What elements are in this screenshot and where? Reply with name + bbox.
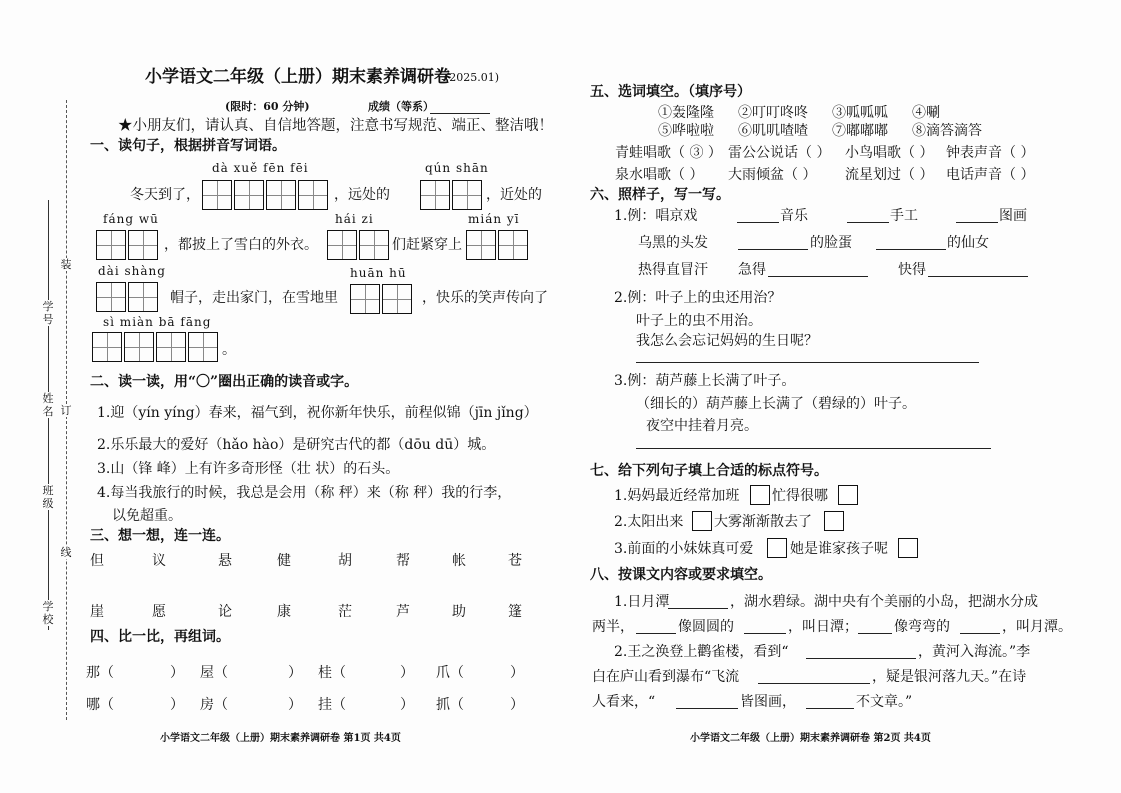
compare-char: 哪（	[86, 697, 114, 713]
compare-char: 房（	[200, 697, 228, 713]
e1-word-b: 手工	[890, 208, 918, 224]
answer-blank[interactable]	[806, 708, 854, 709]
fill-q2-b: ，黄河入海流。”李	[918, 644, 1031, 660]
fill-item[interactable]: 雷公公说话（ ）	[728, 145, 831, 161]
fill-item[interactable]: 小鸟唱歌（ ）	[845, 145, 934, 161]
writing-box[interactable]	[266, 180, 296, 210]
compare-char: 桂（	[318, 665, 346, 681]
pinyin-hai-zi: hái zi	[335, 212, 374, 226]
page-1-footer: 小学语文二年级（上册）期末素养调研卷 第1页 共4页	[160, 733, 401, 744]
writing-box[interactable]	[92, 332, 122, 362]
e2-word-a: 的脸蛋	[810, 235, 852, 251]
section-7-heading: 七、给下列句子填上合适的标点符号。	[590, 463, 828, 479]
word-option-4: ④唰	[912, 105, 940, 121]
answer-blank[interactable]	[738, 249, 808, 250]
word-option-8: ⑧滴答滴答	[912, 123, 982, 139]
compare-close[interactable]: ）	[400, 697, 414, 713]
word-option-7: ⑦嘟嘟嘟	[832, 123, 888, 139]
match-char[interactable]: 帮	[396, 553, 410, 569]
s2-question-3: 3.山（锋 峰）上有许多奇形怪（壮 状）的石头。	[97, 461, 400, 477]
answer-blank[interactable]	[676, 708, 738, 709]
answer-blank[interactable]	[928, 276, 1028, 277]
punct-q2-a: 2.太阳出来	[614, 514, 684, 530]
punctuation-box[interactable]	[692, 511, 712, 531]
answer-blank[interactable]	[636, 633, 676, 634]
fill-q1-c: 两半，	[592, 619, 634, 635]
binding-label-banji: 班级	[42, 484, 54, 511]
fill-q1-g: ，叫月潭。	[1002, 619, 1072, 635]
compare-char: 屋（	[200, 665, 228, 681]
e3-word-b: 快得	[898, 262, 926, 278]
section-3-heading: 三、想一想，连一连。	[90, 528, 230, 544]
answer-blank[interactable]	[858, 633, 892, 634]
e5-answer-sample: （细长的）葫芦藤上长满了（碧绿的）叶子。	[636, 396, 916, 412]
fill-q2-e: 人看来，“	[592, 694, 656, 710]
writing-box[interactable]	[382, 284, 412, 314]
e4-answer-sample: 叶子上的虫不用治。	[636, 313, 762, 329]
punct-q1-a: 1.妈妈最近经常加班	[614, 488, 740, 504]
compare-close[interactable]: ）	[400, 665, 414, 681]
fill-q2-f: 皆图画，	[740, 694, 796, 710]
compare-char: 抓（	[436, 697, 464, 713]
match-char[interactable]: 悬	[218, 553, 232, 569]
section-1-heading: 一、读句子，根据拼音写词语。	[90, 138, 286, 154]
punctuation-box[interactable]	[767, 538, 787, 558]
line4-text: 。	[222, 342, 236, 358]
writing-box[interactable]	[124, 332, 154, 362]
compare-close[interactable]: ）	[510, 697, 524, 713]
compare-close[interactable]: ）	[288, 697, 302, 713]
writing-box[interactable]	[156, 332, 186, 362]
writing-box[interactable]	[452, 180, 482, 210]
match-char[interactable]: 篷	[508, 604, 522, 620]
fill-item[interactable]: 泉水唱歌（ ）	[615, 167, 704, 183]
section-4-heading: 四、比一比，再组词。	[90, 629, 230, 645]
e3-word-a: 急得	[738, 262, 766, 278]
match-char[interactable]: 芦	[396, 604, 410, 620]
answer-blank[interactable]	[758, 683, 870, 684]
punct-q3-b: 她是谁家孩子呢	[790, 541, 888, 557]
line1-text-c: ，近处的	[486, 187, 542, 203]
s2-question-4: 4.每当我旅行的时候，我总是会用（称 秤）来（称 秤）我的行李，	[97, 485, 512, 501]
fill-item[interactable]: 青蛙唱歌（ ③ ）	[615, 145, 722, 161]
punct-q3-a: 3.前面的小妹妹真可爱	[614, 541, 754, 557]
word-option-3: ③呱呱呱	[832, 105, 888, 121]
match-char[interactable]: 但	[90, 553, 104, 569]
answer-line[interactable]	[636, 448, 991, 449]
pinyin-huan-hu: huān hū	[350, 266, 407, 280]
punctuation-box[interactable]	[898, 538, 918, 558]
writing-box[interactable]	[420, 180, 450, 210]
fill-q1-e: ，叫日潭；	[788, 619, 858, 635]
exam-date: (2025.01)	[445, 71, 500, 84]
fill-q2-c: 白在庐山看到瀑布“飞流	[592, 669, 740, 685]
line3-text-a: 帽子，走出家门，在雪地里	[170, 290, 338, 306]
answer-blank[interactable]	[806, 658, 916, 659]
punct-q1-b: 忙得很哪	[772, 488, 828, 504]
line1-text-a: 冬天到了，	[130, 187, 200, 203]
answer-blank[interactable]	[668, 608, 728, 609]
punctuation-box[interactable]	[750, 485, 770, 505]
writing-box[interactable]	[96, 282, 126, 312]
writing-box[interactable]	[466, 230, 496, 260]
fill-q1-f: 像弯弯的	[894, 619, 950, 635]
example-5: 3.例：葫芦藤上长满了叶子。	[614, 373, 796, 389]
s2-question-4-cont: 以免超重。	[112, 508, 182, 524]
fill-q1-d: 像圆圆的	[678, 619, 734, 635]
writing-box[interactable]	[202, 180, 232, 210]
match-char[interactable]: 论	[218, 604, 232, 620]
binding-mark-ding: 订	[60, 404, 72, 417]
fill-item[interactable]: 流星划过（ ）	[845, 167, 934, 183]
word-option-6: ⑥叽叽喳喳	[738, 123, 808, 139]
punctuation-box[interactable]	[824, 511, 844, 531]
match-char[interactable]: 崖	[90, 604, 104, 620]
line2-text-b: 们赶紧穿上	[392, 237, 462, 253]
match-char[interactable]: 康	[277, 604, 291, 620]
writing-box[interactable]	[350, 284, 380, 314]
pinyin-si-mian-ba-fang: sì miàn bā fāng	[103, 315, 212, 329]
writing-box[interactable]	[498, 230, 528, 260]
punctuation-box[interactable]	[838, 485, 858, 505]
line3-text-b: ，快乐的笑声传向了	[422, 290, 548, 306]
fill-item[interactable]: 大雨倾盆（ ）	[728, 167, 817, 183]
fill-q2-a: 2.王之涣登上鹳雀楼，看到“	[614, 644, 789, 660]
e2-word-b: 的仙女	[947, 235, 989, 251]
compare-char: 爪（	[436, 665, 464, 681]
match-char[interactable]: 愿	[152, 604, 166, 620]
word-option-2: ②叮叮咚咚	[738, 105, 808, 121]
section-5-heading: 五、选词填空。（填序号）	[590, 84, 751, 100]
score-blank[interactable]	[430, 113, 490, 114]
match-char[interactable]: 健	[277, 553, 291, 569]
pinyin-fang-wu: fáng wū	[103, 212, 159, 226]
example-4: 2.例：叶子上的虫还用治？	[614, 290, 782, 306]
example-1: 1.例：唱京戏	[614, 208, 698, 224]
match-char[interactable]: 帐	[452, 553, 466, 569]
writing-box[interactable]	[327, 230, 357, 260]
fill-q1-a: 1.日月潭	[614, 594, 670, 610]
match-char[interactable]: 胡	[338, 553, 352, 569]
binding-label-xingming: 姓名	[42, 392, 54, 419]
page-2-footer: 小学语文二年级（上册）期末素养调研卷 第2页 共4页	[690, 733, 931, 744]
s2-question-2: 2.乐乐最大的爱好（hǎo hào）是研究古代的都（dōu dū）城。	[97, 437, 496, 453]
binding-label-xuehao: 学号	[42, 300, 54, 327]
binding-mark-zhuang: 装	[60, 258, 72, 271]
section-2-heading: 二、读一读，用“〇”圈出正确的读音或字。	[90, 374, 359, 390]
writing-box[interactable]	[128, 282, 158, 312]
binding-mark-xian: 线	[60, 546, 72, 559]
pinyin-mian-yi: mián yī	[468, 212, 520, 226]
writing-box[interactable]	[188, 332, 218, 362]
line1-text-b: ，远处的	[334, 187, 390, 203]
section-8-heading: 八、按课文内容或要求填空。	[590, 567, 772, 583]
compare-char: 挂（	[318, 697, 346, 713]
exam-title: 小学语文二年级（上册）期末素养调研卷	[145, 67, 451, 87]
writing-box[interactable]	[359, 230, 389, 260]
line2-text-a: ，都披上了雪白的外衣。	[164, 237, 318, 253]
example-3: 热得直冒汗	[638, 262, 708, 278]
pinyin-da-xue-fen-fei: dà xuě fēn fēi	[212, 161, 309, 175]
writing-box[interactable]	[96, 230, 126, 260]
compare-close[interactable]: ）	[170, 665, 184, 681]
answer-blank[interactable]	[737, 222, 779, 223]
punct-q2-b: 大雾渐渐散去了	[714, 514, 812, 530]
fill-item[interactable]: 电话声音（ ）	[946, 167, 1035, 183]
match-char[interactable]: 茫	[338, 604, 352, 620]
answer-blank[interactable]	[956, 222, 998, 223]
s2-question-1: 1.迎（yín yíng）春来，福气到，祝你新年快乐，前程似锦（jīn jǐng）	[97, 405, 538, 421]
answer-blank[interactable]	[960, 633, 1000, 634]
pinyin-dai-shang: dài shàng	[98, 264, 166, 278]
writing-box[interactable]	[298, 180, 328, 210]
compare-close[interactable]: ）	[510, 665, 524, 681]
word-option-5: ⑤哗啦啦	[658, 123, 714, 139]
fill-q2-d: ，疑是银河落九天。”在诗	[872, 669, 1027, 685]
fill-q2-g: 不文章。”	[856, 694, 913, 710]
match-char[interactable]: 助	[452, 604, 466, 620]
fill-q1-b: ，湖水碧绿。湖中央有个美丽的小岛，把湖水分成	[730, 594, 1038, 610]
writing-box[interactable]	[234, 180, 264, 210]
binding-label-xuexiao: 学校	[42, 600, 54, 627]
e1-word-c: 图画	[999, 208, 1027, 224]
compare-close[interactable]: ）	[170, 697, 184, 713]
answer-blank[interactable]	[876, 249, 946, 250]
word-option-1: ①轰隆隆	[658, 105, 714, 121]
compare-close[interactable]: ）	[288, 665, 302, 681]
time-limit: (限时：60 分钟)	[225, 100, 310, 113]
e1-word-a: 音乐	[780, 208, 808, 224]
pinyin-qun-shan: qún shān	[425, 161, 489, 175]
e4-question: 我怎么会忘记妈妈的生日呢？	[636, 333, 818, 349]
example-2: 乌黑的头发	[638, 235, 708, 251]
answer-blank[interactable]	[768, 276, 868, 277]
section-6-heading: 六、照样子，写一写。	[590, 187, 730, 203]
writing-box[interactable]	[128, 230, 158, 260]
match-char[interactable]: 苍	[508, 553, 522, 569]
compare-char: 那（	[86, 665, 114, 681]
answer-blank[interactable]	[847, 222, 889, 223]
e5-question: 夜空中挂着月亮。	[646, 418, 758, 434]
answer-blank[interactable]	[744, 633, 786, 634]
score-label: 成绩（等系）	[368, 100, 434, 113]
answer-line[interactable]	[636, 362, 979, 363]
match-char[interactable]: 议	[152, 553, 166, 569]
fill-item[interactable]: 钟表声音（ ）	[946, 145, 1035, 161]
intro-text: ★小朋友们，请认真、自信地答题，注意书写规范、端正、整洁哦！	[118, 118, 553, 134]
